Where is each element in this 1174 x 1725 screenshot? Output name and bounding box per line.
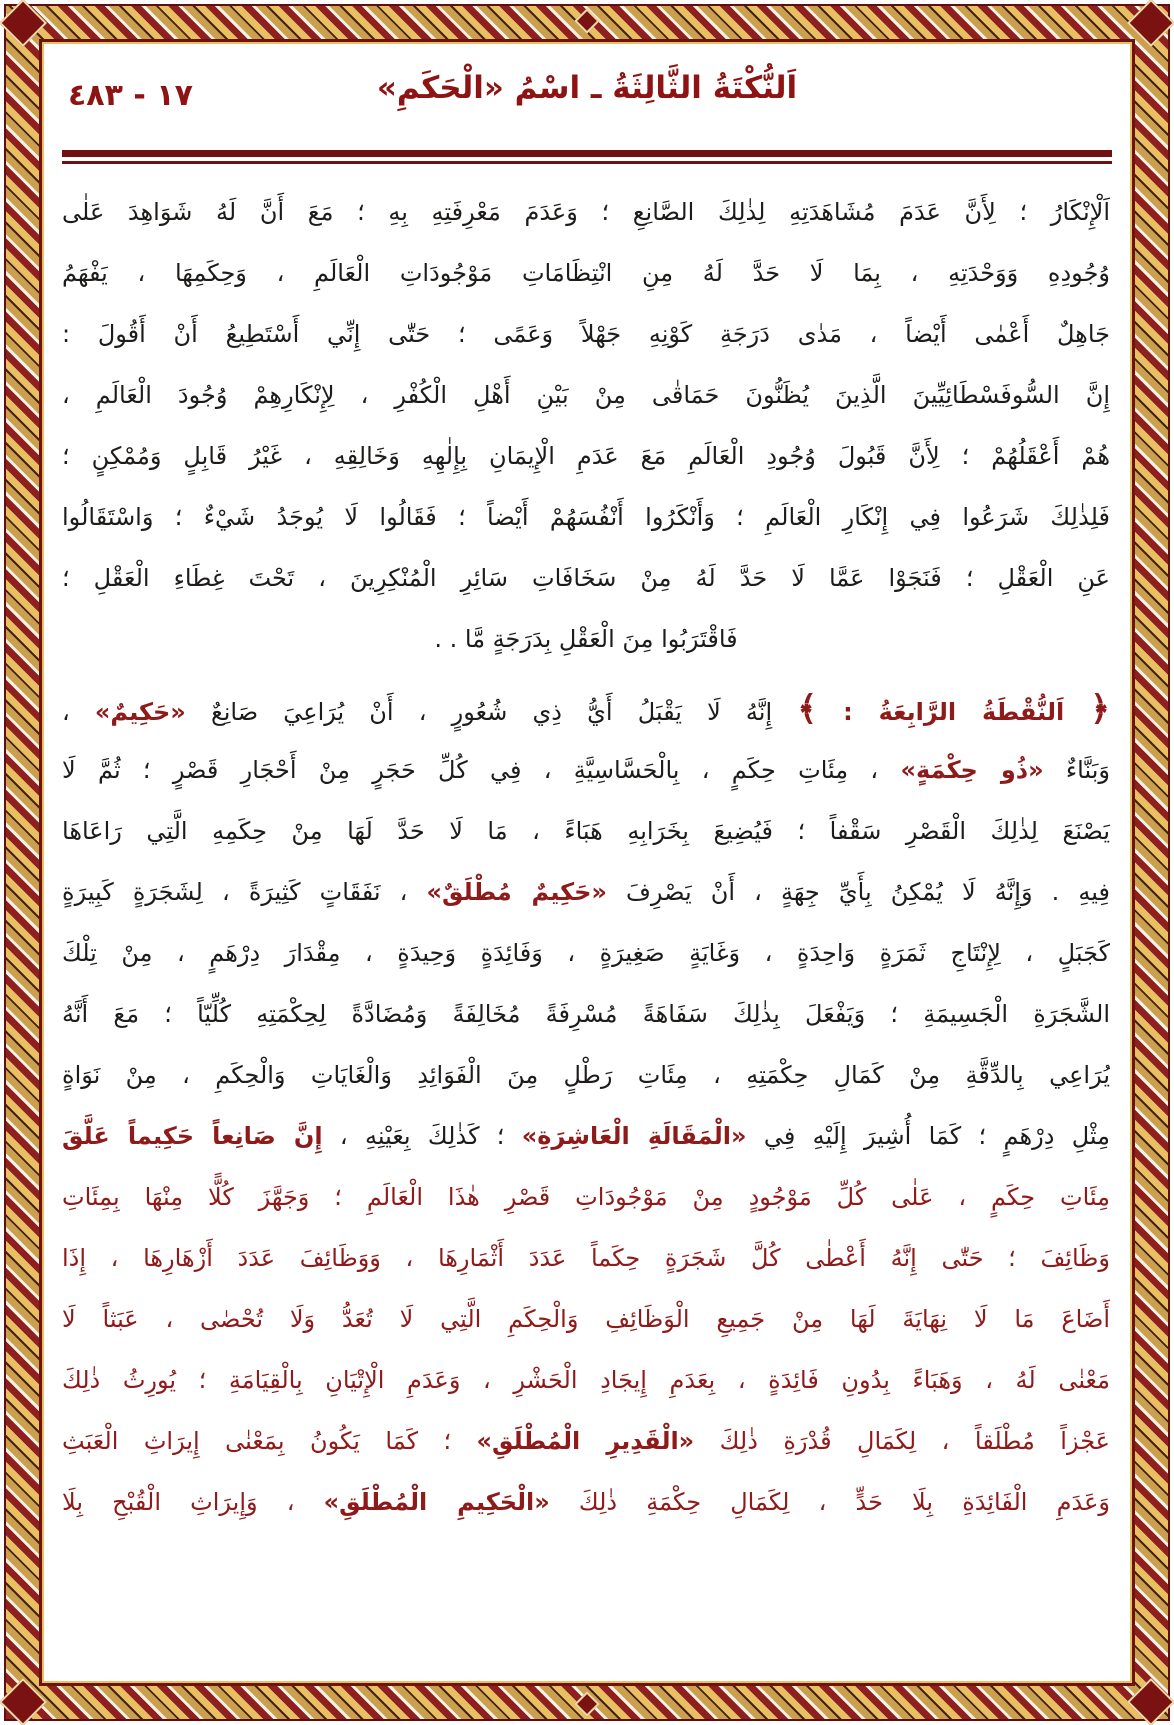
text-segment: ، مِئَاتِ حِكَمٍ ، بِالْحَسَّاسِيَّةِ ، فِي كُلِّ حَجَرٍ مِنْ أَحْجَارِ قَصْرٍ ؛ ثُمَّ لَا <box>62 756 901 784</box>
text-line <box>62 1289 1110 1350</box>
text-segment: «حَكِيمٌ» <box>94 698 186 726</box>
text-segment: ، <box>62 698 95 726</box>
text-segment: ﴾ <box>797 689 818 729</box>
text-segment: «الْحَكِيمِ الْمُطْلَقِ» <box>323 1488 550 1516</box>
text-line <box>62 1228 1110 1289</box>
text-segment: اَلنُّقْطَةُ الرَّابِعَةُ : <box>817 698 1091 726</box>
text-line <box>62 243 1110 304</box>
text-segment: إِنَّ صَانِعاً حَكِيماً عَلَّقَ <box>62 1122 323 1150</box>
text-segment: عَنِ الْعَقْلِ ؛ فَنَجَوْا عَمَّا لَا حَدَّ لَهُ مِنْ سَخَافَاتِ سَائِرِ الْمُنْكِرِينَ ، تَحْتَ غِطَاءِ الْعَقْلِ ؛ <box>62 564 1110 592</box>
text-segment: «ذُو حِكْمَةٍ» <box>900 756 1044 784</box>
text-line <box>62 182 1110 243</box>
text-segment: ﴿ <box>1090 689 1110 729</box>
text-segment: جَاهِلٌ أَعْمٰى أَيْضاً ، مَدٰى دَرَجَةِ كَوْنِهِ جَهْلاً وَعَمًى ؛ حَتّٰى إِنِّي أَسْتَطِيعُ أَنْ أَقُولَ : <box>62 320 1110 348</box>
text-segment: وَبَنَّاءٌ <box>1043 756 1110 784</box>
text-segment: «حَكِيمٌ مُطْلَقٌ» <box>426 878 607 906</box>
text-segment: يُرَاعِي بِالدِّقَّةِ مِنْ كَمَالِ حِكْمَتِهِ ، مِئَاتِ رَطْلٍ مِنَ الْفَوَائِدِ وَالْغَايَاتِ وَالْحِكَمِ ، مِنْ نَوَاةٍ <box>62 1061 1110 1089</box>
text-segment: إِنَّهُ لَا يَقْبَلُ أَيُّ ذِي شُعُورٍ ، أَنْ يُرَاعِيَ صَانِعٌ <box>185 698 798 726</box>
header-rule <box>62 150 1112 164</box>
page-number: ١٧ - ٤٨٣ <box>68 78 193 113</box>
text-segment: ، نَفَقَاتٍ كَثِيرَةً ، لِشَجَرَةٍ كَبِيرَةٍ <box>62 878 427 906</box>
text-line <box>62 1106 1110 1167</box>
page-header <box>62 62 1112 142</box>
text-segment: فَلِذٰلِكَ شَرَعُوا فِي إِنْكَارِ الْعَالَمِ ؛ وَأَنْكَرُوا أَنْفُسَهُمْ أَيْضاً ؛ فَقَالُوا لَا يُوجَدُ شَيْءٌ ؛ وَاسْتَقَالُوا <box>62 503 1110 531</box>
text-line <box>62 1167 1110 1228</box>
text-line <box>62 365 1110 426</box>
text-segment: إِنَّ السُّوفَسْطَائِيِّينَ الَّذِينَ يُظَنُّونَ حَمَاقٰى مِنْ بَيْنِ أَهْلِ الْكُفْرِ ، لِإِنْكَارِهِمْ وُجُودَ الْعَالَمِ ، <box>62 381 1110 409</box>
text-segment: فَاقْتَرَبُوا مِنَ الْعَقْلِ بِدَرَجَةٍ مَّا . . <box>434 625 738 653</box>
text-line <box>62 548 1110 609</box>
body-text <box>62 182 1110 1533</box>
text-line <box>62 1350 1110 1411</box>
text-line <box>62 801 1110 862</box>
text-segment: مِثْلِ دِرْهَمٍ ؛ كَمَا أُشِيرَ إِلَيْهِ فِي <box>746 1122 1110 1150</box>
text-segment: يَصْنَعَ لِذٰلِكَ الْقَصْرِ سَقْفاً ؛ فَيُضِيعَ بِخَرَابِهِ هَبَاءً ، مَا لَا حَدَّ لَهَا مِنْ حِكَمِهِ الَّتِي رَاعَاهَا <box>62 817 1110 845</box>
header-rule-thin-line <box>62 161 1112 164</box>
text-segment: مِئَاتِ حِكَمٍ ، عَلٰى كُلِّ مَوْجُودٍ مِنْ مَوْجُودَاتِ قَصْرِ هٰذَا الْعَالَمِ ؛ وَجَهَّزَ كُلًّا مِنْهَا بِمِئَاتِ <box>62 1183 1110 1211</box>
page-title: اَلنُّكْتَةُ الثَّالِثَةُ ـ اسْمُ «الْحَكَمِ» <box>376 70 798 106</box>
text-segment: ؛ كَذٰلِكَ بِعَيْنِهِ ، <box>322 1122 522 1150</box>
text-line <box>62 862 1110 923</box>
text-line <box>62 923 1110 984</box>
text-segment: أَضَاعَ مَا لَا نِهَايَةَ لَهَا مِنْ جَمِيعِ الْوَظَائِفِ وَالْحِكَمِ الَّتِي لَا تُعَدُّ وَلَا تُحْصٰى ، عَبَثاً لَا <box>62 1305 1110 1333</box>
text-segment: اَلْإِنْكَارُ ؛ لِأَنَّ عَدَمَ مُشَاهَدَتِهِ لِذٰلِكَ الصَّانِعِ ؛ وَعَدَمَ مَعْرِفَتِهِ بِهِ ؛ مَعَ أَنَّ لَهُ شَوَاهِدَ عَلٰى <box>62 198 1110 226</box>
text-segment: «الْقَدِيرِ الْمُطْلَقِ» <box>476 1427 695 1455</box>
text-line <box>62 1411 1110 1472</box>
text-segment: هُمْ أَعْقَلُهُمْ ؛ لِأَنَّ قَبُولَ وُجُودِ الْعَالَمِ مَعَ عَدَمِ الْإِيمَانِ بِإِلٰهِهِ وَخَالِقِهِ ، غَيْرُ قَابِلٍ وَمُمْكِنٍ ؛ <box>62 442 1110 470</box>
text-line <box>62 740 1110 801</box>
text-segment: فِيهِ . وَإِنَّهُ لَا يُمْكِنُ بِأَيِّ جِهَةٍ ، أَنْ يَصْرِفَ <box>606 878 1110 906</box>
header-rule-thick-line <box>62 150 1112 157</box>
text-line <box>62 304 1110 365</box>
text-line <box>62 984 1110 1045</box>
text-segment: ، وَإِيرَاثِ الْقُبْحِ بِلَا <box>62 1488 324 1516</box>
text-segment: عَجْزاً مُطْلَقاً ، لِكَمَالِ قُدْرَةِ ذٰلِكَ <box>694 1427 1110 1455</box>
text-line <box>62 1472 1110 1533</box>
text-line <box>62 679 1110 740</box>
text-line <box>62 487 1110 548</box>
text-segment: وَظَائِفَ ؛ حَتّٰى إِنَّهُ أَعْطٰى كُلَّ شَجَرَةٍ حِكَماً عَدَدَ أَثْمَارِهَا ، وَوَظَائِفَ عَدَدَ أَزْهَارِهَا ، إِذَا <box>62 1244 1110 1272</box>
text-segment: «الْمَقَالَةِ الْعَاشِرَةِ» <box>521 1122 747 1150</box>
text-segment: كَجَبَلٍ ، لِإِنْتَاجِ ثَمَرَةٍ وَاحِدَةٍ ، وَغَايَةٍ صَغِيرَةٍ ، وَفَائِدَةٍ وَحِيدَةٍ ، مِقْدَارَ دِرْهَمٍ ، مِنْ تِلْكَ <box>62 939 1110 967</box>
text-line <box>62 1045 1110 1106</box>
text-line <box>62 609 1110 670</box>
text-line <box>62 426 1110 487</box>
text-segment: مَعْنٰى لَهُ ، وَهَبَاءً بِدُونِ فَائِدَةٍ ، بِعَدَمِ إِيجَادِ الْحَشْرِ ، وَعَدَمِ الْإِتْيَانِ بِالْقِيَامَةِ ؛ يُورِثُ ذٰلِكَ <box>62 1366 1110 1394</box>
text-segment: ؛ كَمَا يَكُونُ بِمَعْنٰى إِيرَاثِ الْعَبَثِ <box>62 1427 477 1455</box>
text-segment: الشَّجَرَةِ الْجَسِيمَةِ ؛ وَيَفْعَلَ بِذٰلِكَ سَفَاهَةً مُسْرِفَةً مُخَالِفَةً وَمُضَادَّةً لِحِكْمَتِهِ كُلِّيّاً ؛ مَعَ أَنَّهُ <box>62 1000 1110 1028</box>
text-segment: وَعَدَمِ الْفَائِدَةِ بِلَا حَدٍّ ، لِكَمَالِ حِكْمَةِ ذٰلِكَ <box>549 1488 1110 1516</box>
text-segment: وُجُودِهِ وَوَحْدَتِهِ ، بِمَا لَا حَدَّ لَهُ مِنِ انْتِظَامَاتِ مَوْجُودَاتِ الْعَالَمِ ، وَحِكَمِهَا ، يَفْهَمُ <box>62 259 1110 287</box>
